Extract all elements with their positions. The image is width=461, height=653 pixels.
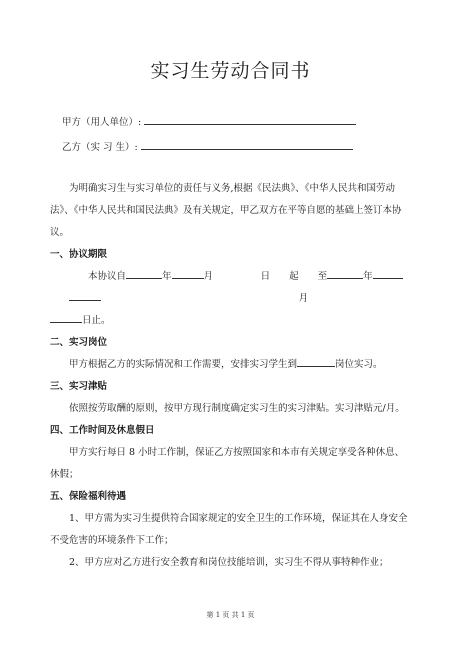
party-b-label: 乙方（实 习 生）: — [62, 142, 138, 153]
party-a-label: 甲方（用人单位）: — [62, 117, 142, 128]
section-5-item-1: 1、甲方需为实习生提供符合国家规定的安全卫生的工作环境，保证其在人身安全不受危害的环境条件下工作； — [50, 513, 408, 546]
section-5-heading: 五、保险福利待遇 — [50, 491, 127, 502]
intro-paragraph: 为明确实习生与实习单位的责任与义务,根据《民法典》、《中华人民共和国劳动法》、《中华人民共和国民法典》及有关规定，甲乙双方在平等自愿的基础上签订本协议。 — [50, 183, 402, 238]
party-a-blank — [144, 114, 356, 125]
party-b-blank — [141, 139, 353, 150]
section-5-item-2: 2、甲方应对乙方进行安全教育和岗位技能培训，实习生不得从事特种作业； — [69, 557, 389, 568]
section-3-paragraph: 依照按劳取酬的原则，按甲方现行制度确定实习生的实习津贴。实习津贴元/月。 — [69, 403, 405, 414]
section-1-heading: 一、协议期限 — [50, 249, 108, 260]
section-4-paragraph: 甲方实行每日 8 小时工作制，保证乙方按照国家和本市有关规定享受各种休息、休假； — [50, 447, 405, 480]
document-body — [50, 178, 410, 574]
section-1-paragraph: 本协议自 年 月 日 起 至 年月 — [50, 266, 410, 310]
section-4-heading: 四、工作时间及休息假日 — [50, 425, 155, 436]
party-a-line — [62, 114, 356, 128]
page-footer: 第 1 页 共 1 页 — [206, 611, 255, 619]
section-2-heading: 二、实习岗位 — [50, 337, 108, 348]
section-3-heading: 三、实习津贴 — [50, 381, 108, 392]
section-2-paragraph: 甲方根据乙方的实际情况和工作需要，安排实习学生到 岗位实习。 — [69, 359, 383, 370]
document-title: 实习生劳动合同书 — [150, 60, 311, 82]
party-b-line — [62, 139, 353, 153]
section-1-paragraph-end: 日止。 — [50, 310, 410, 332]
